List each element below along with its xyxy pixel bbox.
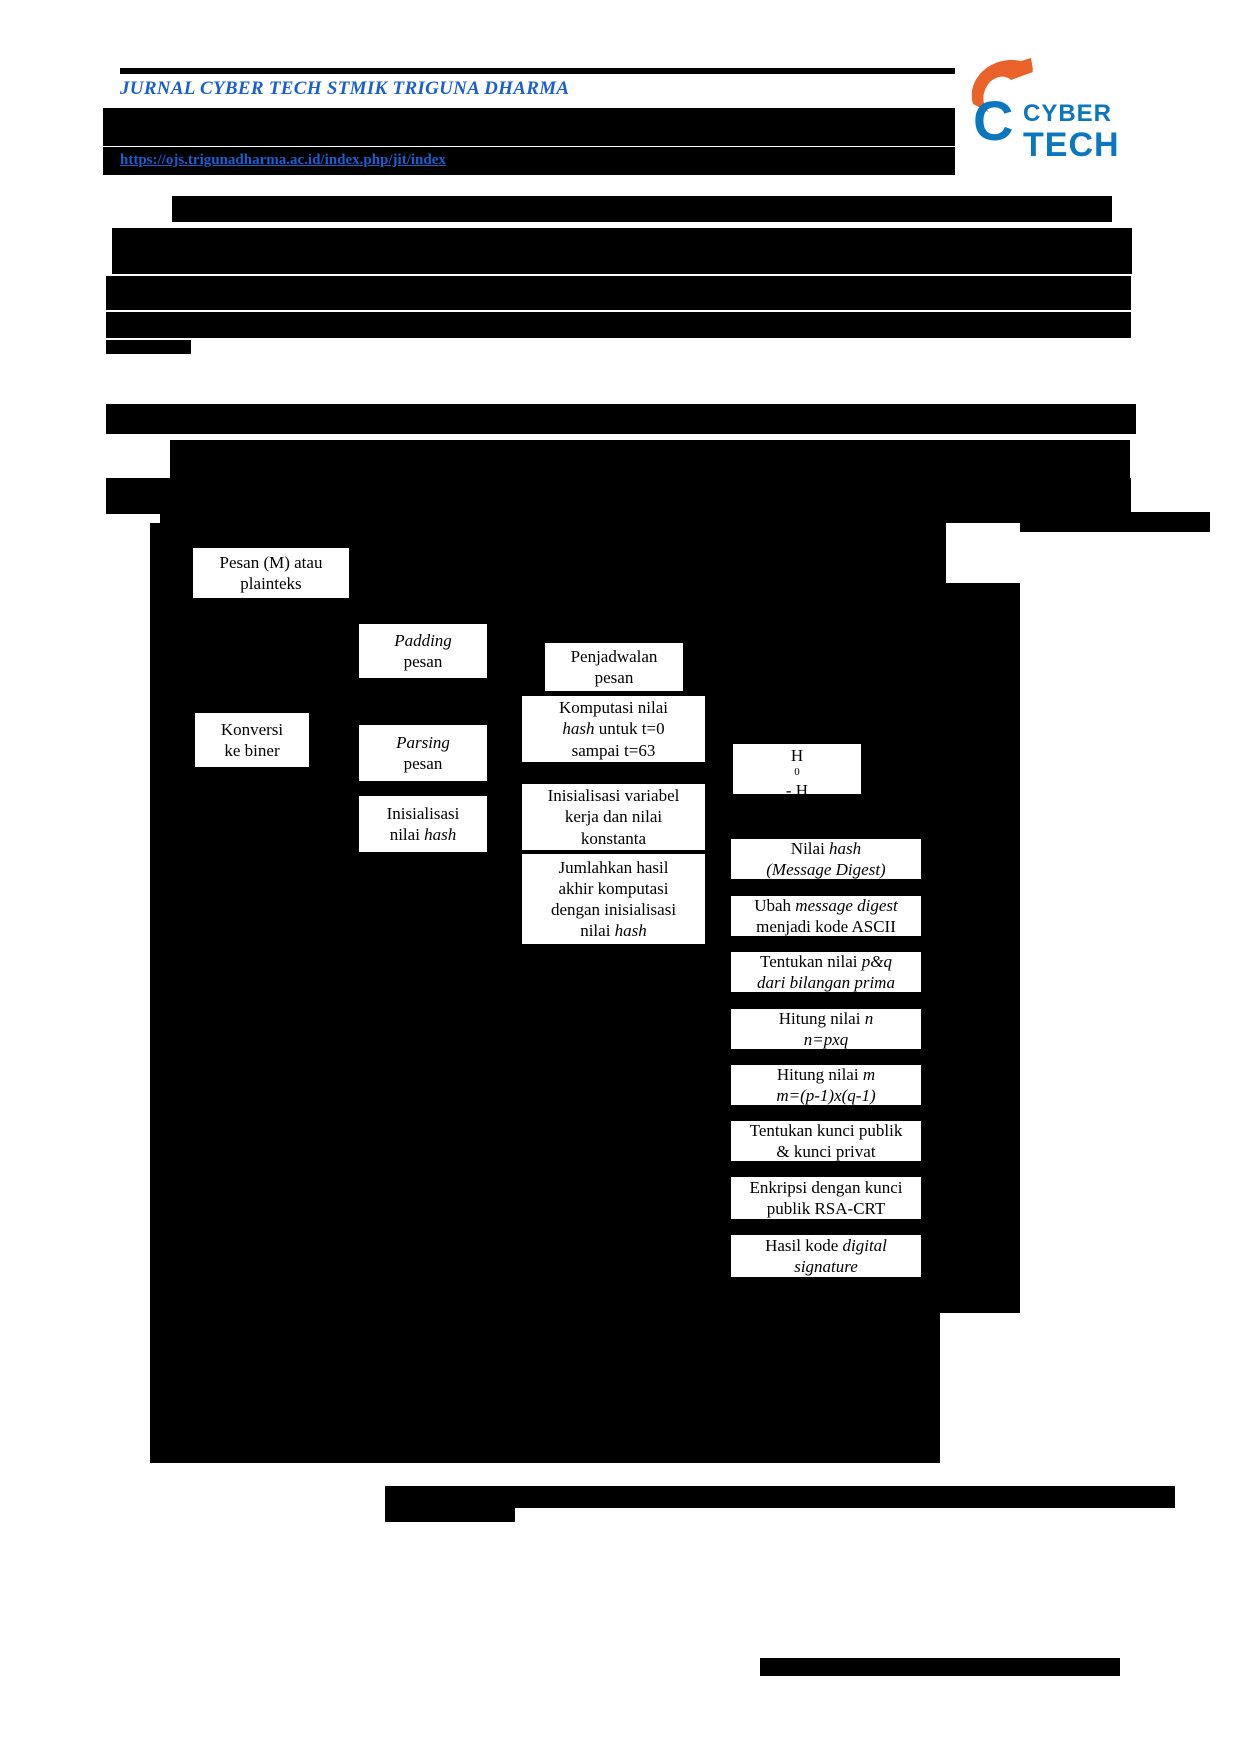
flow-label-padding-1: Padding <box>394 630 452 650</box>
flow-box-ubah-md <box>730 895 922 937</box>
flow-box-jumlahkan <box>521 853 706 945</box>
flow-label-m-2: m=(p-1)x(q-1) <box>776 1086 876 1105</box>
flow-label-gabungan-1: Gabungan <box>762 724 832 744</box>
authors-block <box>106 276 1131 310</box>
flow-label-n-2: n=pxq <box>803 1030 849 1049</box>
abstract-body-block <box>170 440 1130 478</box>
flow-box-konversi <box>194 712 310 768</box>
affiliation-block <box>106 312 1131 338</box>
flow-label-enkripsi-2: publik RSA-CRT <box>766 1199 886 1218</box>
flow-label-penjadwalan-1: Penjadwalan <box>570 646 658 666</box>
flow-label-penjadwalan-2: pesan <box>594 668 634 687</box>
flow-box-hitung-m <box>730 1064 922 1106</box>
figure-right-gap <box>946 523 1020 583</box>
flow-box-pesan <box>192 547 350 599</box>
header-bar-mid <box>103 108 963 146</box>
flow-label-inishash-1: Inisialisasi <box>386 803 460 823</box>
flow-box-komputasi <box>521 695 706 763</box>
flow-label-hasil-2: signature <box>794 1257 858 1276</box>
flow-label-enkripsi-1: Enkripsi dengan kunci <box>749 1177 903 1197</box>
flow-label-pq-1: Tentukan nilai p&q <box>760 951 892 971</box>
flow-label-nilaihash-2: (Message Digest) <box>766 860 886 879</box>
logo-letter-c: C <box>973 89 1014 152</box>
logo <box>955 48 1145 180</box>
abstract-heading-block <box>106 404 1136 434</box>
flow-label-gabungan-2: H 0 - H 7 <box>785 745 809 813</box>
footer-block <box>760 1658 1120 1676</box>
flow-label-nilaihash-1: Nilai hash <box>790 838 862 858</box>
flow-box-padding <box>358 623 488 679</box>
flow-box-hitung-n <box>730 1008 922 1050</box>
flow-label-inishash-2: nilai hash <box>389 825 457 844</box>
flow-label-pesan-2: plainteks <box>240 574 302 593</box>
logo-cyber-text: CYBER <box>1023 100 1113 127</box>
flow-label-pq-2: dari bilangan prima <box>757 973 895 992</box>
flow-box-enkripsi <box>730 1176 922 1220</box>
flow-box-hasil <box>730 1234 922 1278</box>
flow-label-komputasi-2: hash untuk t=0 <box>562 719 665 739</box>
flow-label-ubahmd-1: Ubah message digest <box>754 895 898 915</box>
abstract-body-block-2 <box>106 478 1131 514</box>
flow-box-inisialisasi-variabel <box>521 783 706 851</box>
flow-label-komputasi-1: Komputasi nilai <box>558 698 669 718</box>
figure-caption-block-2 <box>385 1506 515 1522</box>
figure-right-gap-2 <box>940 1313 1020 1463</box>
journal-url-link[interactable]: https://ojs.trigunadharma.ac.id/index.php/jit/index <box>120 152 446 168</box>
flow-label-n-1: Hitung nilai n <box>778 1008 874 1028</box>
flow-label-parsing-1: Parsing <box>396 732 450 752</box>
flow-label-jumlahkan-3: dengan inisialisasi <box>550 900 677 919</box>
article-title-block <box>172 196 1112 222</box>
flow-box-nilai-hash <box>730 838 922 880</box>
flow-box-tentukan-pq <box>730 951 922 993</box>
flow-label-jumlahkan-4: nilai hash <box>580 921 647 941</box>
flow-label-parsing-2: pesan <box>403 754 443 773</box>
flow-label-inisvar-2: kerja dan nilai <box>564 807 663 827</box>
flow-label-jumlahkan-2: akhir komputasi <box>558 878 669 898</box>
header-bar-top <box>120 68 970 74</box>
flow-label-m-1: Hitung nilai m <box>776 1064 876 1084</box>
flow-label-kunci-2: & kunci privat <box>776 1142 876 1161</box>
flow-label-pesan-1: Pesan (M) atau <box>219 552 323 572</box>
journal-title: JURNAL CYBER TECH STMIK TRIGUNA DHARMA <box>120 78 570 99</box>
flow-box-gabungan <box>732 724 862 813</box>
figure-caption-block <box>385 1486 1175 1508</box>
flow-label-konversi-2: ke biner <box>224 741 280 760</box>
logo-tech-text: TECH <box>1023 126 1120 164</box>
flow-label-konversi-1: Konversi <box>220 719 284 739</box>
flow-label-padding-2: pesan <box>403 652 443 671</box>
flow-box-inisialisasi-hash <box>358 795 488 853</box>
article-title-block-2 <box>112 228 1132 274</box>
affiliation-block-2 <box>106 340 191 354</box>
flow-box-penjadwalan <box>544 642 684 692</box>
flow-box-tentukan-kunci <box>730 1120 922 1162</box>
flow-box-parsing <box>358 724 488 782</box>
flow-label-jumlahkan-1: Jumlahkan hasil <box>558 857 669 877</box>
flow-label-komputasi-3: sampai t=63 <box>571 740 656 760</box>
flow-label-inisvar-3: konstanta <box>580 828 647 848</box>
flow-label-hasil-1: Hasil kode digital <box>765 1235 887 1255</box>
flowchart-figure <box>150 523 1020 1463</box>
flow-label-inisvar-1: Inisialisasi variabel <box>547 786 680 806</box>
flow-label-kunci-1: Tentukan kunci publik <box>749 1120 903 1140</box>
flow-label-ubahmd-2: menjadi kode ASCII <box>756 917 896 936</box>
